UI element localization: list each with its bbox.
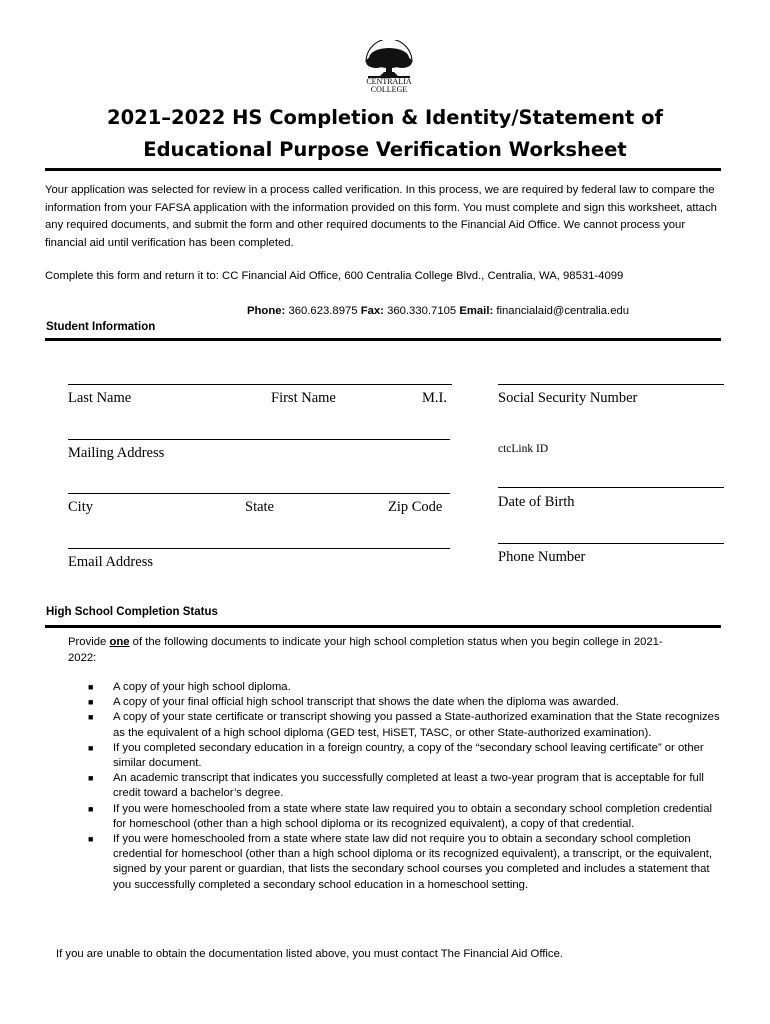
email-label: Email: [459,305,494,317]
hs-status-rule [45,625,721,628]
logo-text-line2: COLLEGE [370,85,408,94]
list-item-text: A copy of your final official high school transcript that shows the date when the diploma was awarded. [113,696,619,709]
zip-code-label: Zip Code [388,499,443,515]
dob-label: Date of Birth [498,494,575,510]
list-item [88,710,728,740]
provide-instructions [68,634,668,666]
intro-paragraph: Your application was selected for review in a process called verification. In this process, we are required by federal law to compare the information from your FAFSA application with the information provided on this form. You must complete and sign this worksheet, attach any required documents, and submit the form and other required documents to the Financial Aid Office. We cannot process your financial aid until verification has been completed. [45,184,717,249]
first-name-label: First Name [271,390,336,406]
mi-label: M.I. [422,390,447,406]
title-line1: 2021–2022 HS Completion & Identity/Statement of [107,106,663,129]
state-label: State [245,499,274,515]
list-item-text: If you completed secondary education in a foreign country, a copy of the “secondary school leaving certificate” or other similar document. [113,741,704,770]
title-rule [45,168,721,171]
list-item-text: An academic transcript that indicates you successfully completed at least a two-year program that is acceptable for full credit toward a bachelor’s degree. [113,772,704,800]
list-item-text: A copy of your state certificate or transcript showing you passed a State-authorized examination that the State recognizes as the equivalent of a high school diploma (GED test, HiSET, TASC, or other State-authorized examination). [113,711,720,739]
phone-label: Phone: [247,305,286,317]
logo-text-line1: CENTRALIA [366,77,412,86]
page-title [40,102,730,166]
bullet-icon: ■ [88,803,94,814]
list-item-text: If you were homeschooled from a state where state law required you to obtain a secondary school completion credential for homeschool (other than a high school diploma or its recognized equivalent), a copy of that credential. [113,802,713,830]
name-line[interactable] [68,384,452,385]
list-item-text: A copy of your high school diploma. [113,681,291,693]
list-item [88,695,728,710]
provide-before: Provide [68,636,110,648]
bullet-icon: ■ [88,697,94,708]
email-line[interactable] [68,548,450,549]
last-name-label: Last Name [68,390,132,406]
fax-value: 360.330.7105 [387,305,457,317]
hs-status-heading: High School Completion Status [46,606,218,618]
bullet-icon: ■ [88,742,94,753]
mailing-address-label: Mailing Address [68,445,165,461]
fax-label: Fax: [360,305,384,317]
bullet-icon: ■ [88,834,94,845]
provide-after: of the following documents to indicate your high school completion status when you begin college in 2021-2022: [68,636,663,664]
title-line2: Educational Purpose Verification Worksheet [143,138,627,161]
bullet-icon: ■ [88,773,94,784]
list-item [88,741,728,771]
footer-note: If you are unable to obtain the documentation listed above, you must contact The Financial Aid Office. [56,948,563,960]
bullet-icon: ■ [88,682,94,692]
phone-number-label: Phone Number [498,549,586,565]
document-list [88,680,728,893]
return-address-line: Complete this form and return it to: CC Financial Aid Office, 600 Centralia College Blvd., Centralia, WA, 98531-4099 [45,270,624,282]
mailing-address-line[interactable] [68,439,450,440]
ctclink-id-label: ctcLink ID [498,443,549,455]
list-item [88,802,728,832]
list-item-text: If you were homeschooled from a state where state law did not require you to obtain a secondary school completion credential for homeschool (other than a high school diploma or its recognized equivalent), a transcript, or the equivalent, signed by your parent or guardian, that lists the secondary school courses you completed and includes a statement that you successfully completed a secondary school education in a homeschool setting. [113,833,713,891]
city-state-zip-line[interactable] [68,493,450,494]
dob-line[interactable] [498,487,724,488]
ssn-line[interactable] [498,384,724,385]
bullet-icon: ■ [88,712,94,723]
logo-wordmark [350,78,428,94]
email-address-label: Email Address [68,554,153,570]
ssn-label: Social Security Number [498,390,638,406]
contact-line [247,303,727,319]
provide-one: one [109,636,130,648]
list-item [88,771,728,801]
student-info-heading: Student Information [46,321,156,333]
email-value: financialaid@centralia.edu [496,305,630,317]
city-label: City [68,499,93,515]
phone-line[interactable] [498,543,724,544]
student-info-rule [45,338,721,341]
list-item [88,680,728,695]
list-item [88,832,728,893]
phone-value: 360.623.8975 [288,305,358,317]
